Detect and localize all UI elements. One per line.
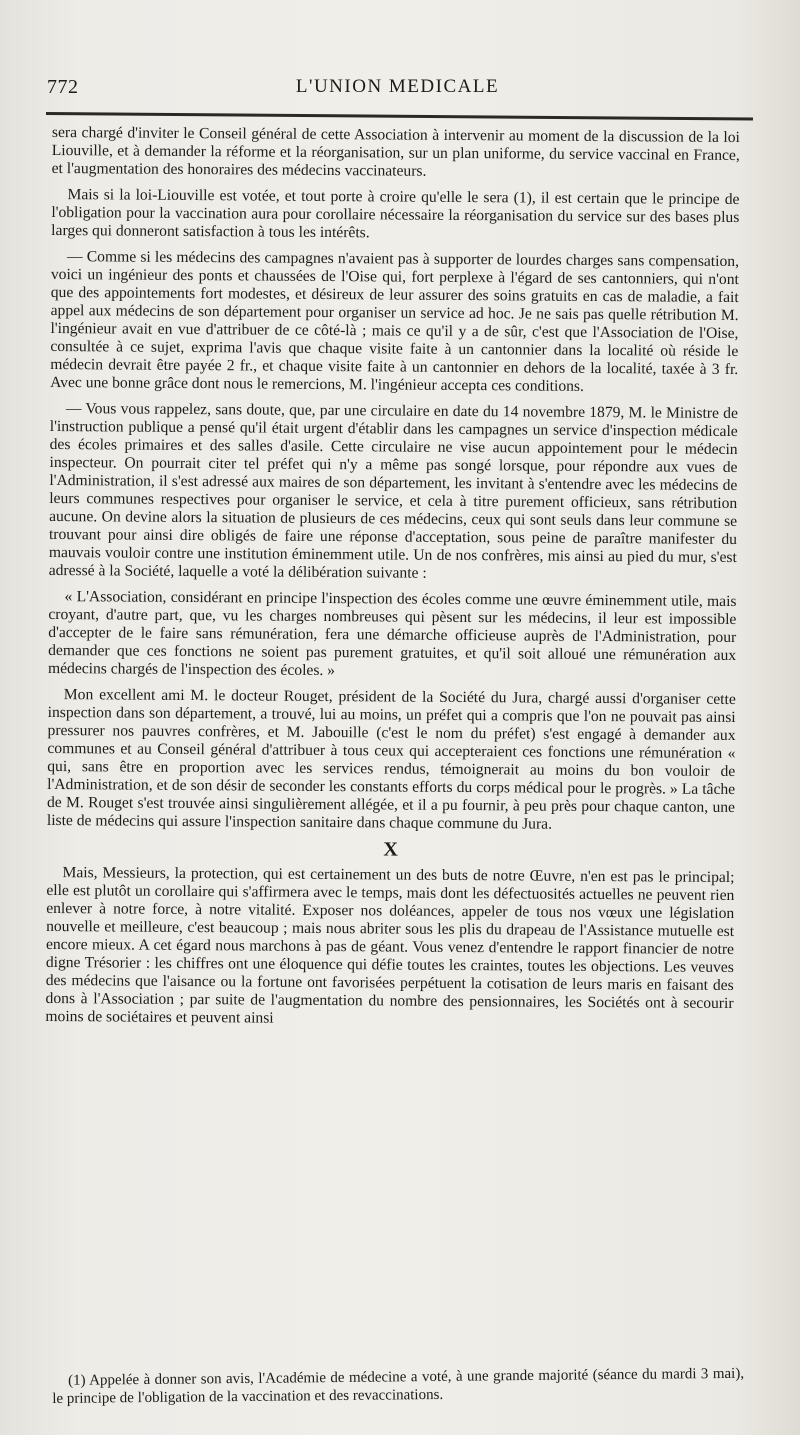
footnote	[52, 1365, 744, 1408]
page-header	[45, 74, 750, 104]
paragraph: Mon excellent ami M. le docteur Rouget, président de la Société du Jura, chargé aussi d'organiser cette inspection dans son département, a trouvé, lui au moins, un préfet qui a compris que l'on ne pouvait pas ainsi pressurer nos pauvres confrères, et M. Jabouille (c'est le nom du préfet) s'est engagé à demander aux communes et au Conseil général d'attribuer à tous ceux qui accepteraient ces fonctions une rémunération « qui, sans être en proportion avec les services rendus, témoignerait au moins du bon vouloir de l'Administration, et de son désir de seconder les constants efforts du corps médical pour le progrès. » La tâche de M. Rouget s'est trouvée ainsi singulièrement allégée, et il a pu fournir, à peu près pour chaque canton, une liste de médecins qui assure l'inspection sanitaire dans chaque commune du Jura.	[46, 686, 736, 833]
paragraph: « L'Association, considérant en principe l'inspection des écoles comme une œuvre éminemment utile, mais croyant, d'autre part, que, vu les charges nombreuses qui pèsent sur les médecins, il leur est impossible d'accepter de le faire sans rémunération, fera une démarche officieuse auprès de l'Administration, pour demander que ces fonctions ne soient pas purement gratuites, et qu'il soit alloué une rémunération aux médecins chargés de l'inspection des écoles. »	[47, 588, 737, 680]
running-title: L'UNION MEDICALE	[295, 76, 500, 97]
paragraph: — Vous vous rappelez, sans doute, que, par une circulaire en date du 14 novembre 1879, M. le Ministre de l'instruction publique a pensé qu'il était urgent d'établir dans les campagnes un service d'inspection médicale des écoles primaires et des salles d'asile. Cette circulaire ne vise aucun appointement pour le médecin inspecteur. On pourrait citer tel préfet qui n'y a même pas songé lorsque, pour répondre aux vues de l'Administration, il s'est adressé aux maires de son département, les invitant à s'entendre avec les médecins de leurs communes respectives pour organiser le service, et cela à titre purement officieux, sans rétribution aucune. On devine alors la situation de plusieurs de ces médecins, ceux qui sont seuls dans leur commune se trouvant pour ainsi dire obligés de faire une réponse d'acceptation, sous peine de paraître manifester du mauvais vouloir contre une institution éminemment utile. Un de nos confrères, mis ainsi au pied du mur, s'est adressé à la Société, laquelle a voté la délibération suivante :	[48, 400, 738, 582]
header-rule	[46, 112, 753, 121]
paragraph: Mais si la loi-Liouville est votée, et tout porte à croire qu'elle le sera (1), il est certain que le principe de l'obligation pour la vaccination aura pour corollaire nécessaire la réorganisation du service sur des bases plus larges qui donneront satisfaction à tous les intérêts.	[51, 186, 740, 242]
paragraph: Mais, Messieurs, la protection, qui est certainement un des buts de notre Œuvre, n'en est pas le principal; elle est plutôt un corollaire qui s'affirmera avec le temps, mais dont les défectuosités actuelles ne peuvent rien enlever à notre force, à notre vitalité. Exposer nos doléances, appeler de tous nos vœux une législation nouvelle et meilleure, c'est beaucoup ; mais nous abriter sous les plis du drapeau de l'Assistance mutuelle est encore mieux. A cet égard nous marchons à pas de géant. Vous venez d'entendre le rapport financier de notre digne Trésorier : les chiffres ont une éloquence qui défie toutes les craintes, toutes les objections. Les veuves des médecins que l'aisance ou la fortune ont favorisées perpétuent la cotisation de leurs maris en faisant des dons à l'Association ; par suite de l'augmentation du nombre des pensionnaires, les Sociétés ont à secourir moins de sociétaires et peuvent ainsi	[45, 864, 735, 1027]
section-heading: X	[383, 838, 398, 861]
footnote-text: (1) Appelée à donner son avis, l'Académie de médecine a voté, à une grande majorité (séance du mardi 3 mai), le principe de l'obligation de la vaccination et des revaccinations.	[52, 1365, 745, 1407]
paragraph: sera chargé d'inviter le Conseil général de cette Association à intervenir au moment de la discussion de la loi Liouville, et à demander la réforme et la réorganisation, sur un plan uniforme, du service vaccinal en France, et l'augmentation des honoraires des médecins vaccinateurs.	[51, 124, 740, 180]
body-text	[45, 124, 740, 1039]
page-number: 772	[47, 76, 79, 98]
paragraph: — Comme si les médecins des campagnes n'avaient pas à supporter de lourdes charges sans compensation, voici un ingénieur des ponts et chaussées de l'Oise qui, fort perplexe à l'égard de ses cantonniers, qui n'ont que des appointements fort modestes, et désireux de leur assurer des soins gratuits en cas de maladie, a fait appel aux médecins de son département pour organiser un service ad hoc. Je ne sais pas quelle rétribution M. l'ingénieur avait en vue d'attribuer de ce côté-là ; mais ce qu'il y a de sûr, c'est que l'Association de l'Oise, consultée à ce sujet, exprima l'avis que chaque visite faite à un cantonnier dans la localité où réside le médecin devrait être payée 2 fr., et chaque visite faite à un cantonnier en dehors de la localité, taxée à 3 fr. Avec une bonne grâce dont nous le remercions, M. l'ingénieur accepta ces conditions.	[50, 248, 740, 395]
